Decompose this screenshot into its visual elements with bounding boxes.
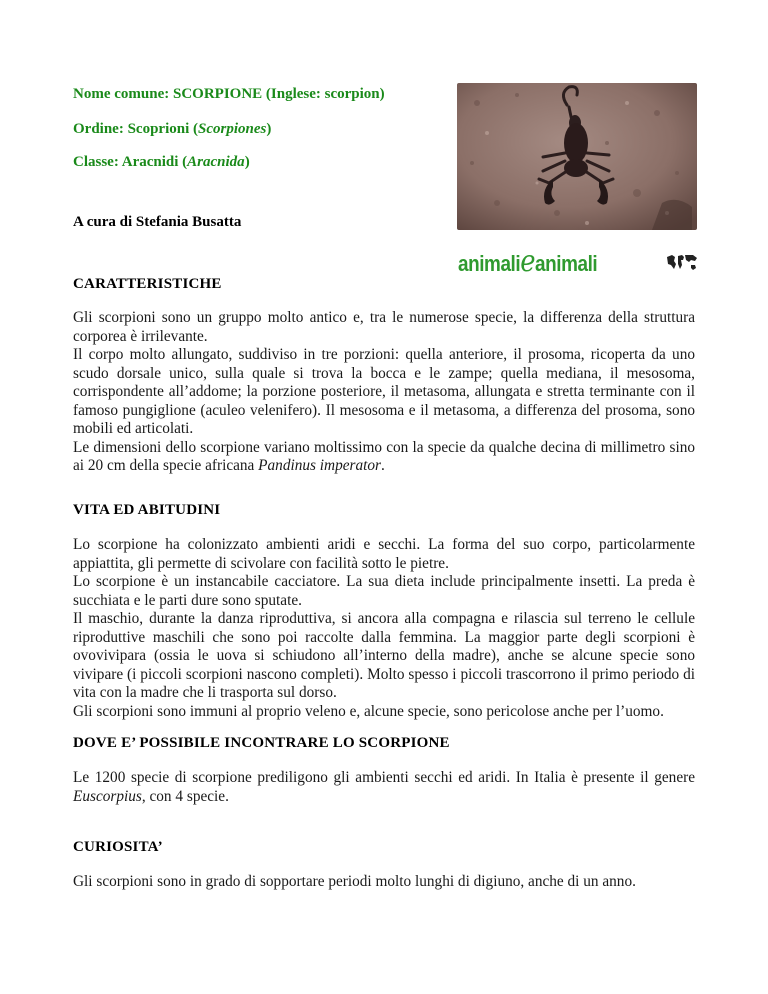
section-title-caratteristiche: CARATTERISTICHE bbox=[73, 276, 222, 292]
common-name: Nome comune: SCORPIONE (Inglese: scorpion) bbox=[73, 86, 385, 102]
text-span: , con 4 specie. bbox=[141, 787, 229, 805]
logo-wordmark bbox=[458, 244, 598, 279]
class-prefix: Classe: Aracnidi ( bbox=[73, 154, 188, 170]
class-latin: Aracnida bbox=[187, 154, 245, 170]
order-latin: Scorpiones bbox=[198, 121, 267, 137]
section-body-curiosita bbox=[73, 873, 695, 892]
paragraph: Gli scorpioni sono immuni al proprio veleno e, alcune specie, sono pericolose anche per l’uomo. bbox=[73, 702, 664, 720]
section-title-vita: VITA ED ABITUDINI bbox=[73, 502, 221, 518]
class-suffix: ) bbox=[244, 154, 250, 170]
paragraph: Lo scorpione ha colonizzato ambienti aridi e secchi. La forma del suo corpo, particolarmente appiattita, gli permette di scivolare con facilità sotto le pietre. bbox=[73, 536, 695, 572]
text-span: . bbox=[380, 457, 385, 474]
order-suffix: ) bbox=[266, 121, 272, 137]
logo-part2: animali bbox=[535, 251, 598, 276]
animali-e-animali-logo bbox=[458, 244, 698, 279]
author-line: A cura di Stefania Busatta bbox=[73, 214, 242, 230]
class-line bbox=[73, 154, 250, 171]
scorpion-photo bbox=[457, 83, 697, 230]
species-name: Pandinus imperator bbox=[258, 457, 381, 474]
logo-e: e bbox=[520, 244, 536, 279]
text-span: Le 1200 specie di scorpione prediligono gli ambienti secchi ed aridi. In Italia è presente il genere bbox=[73, 769, 695, 786]
paragraph: Lo scorpione è un instancabile cacciatore. La sua dieta include principalmente insetti. La preda è succhiata e le parti dure sono sputate. bbox=[73, 573, 695, 609]
paragraph bbox=[73, 439, 695, 476]
section-body-dove bbox=[73, 769, 695, 806]
section-body-caratteristiche bbox=[73, 309, 695, 476]
text-span: Le dimensioni dello scorpione variano moltissimo con la specie da qualche decina di millimetro sino ai 20 cm della specie africana bbox=[73, 438, 695, 474]
world-map-icon bbox=[666, 252, 698, 272]
section-title-curiosita: CURIOSITA’ bbox=[73, 839, 163, 855]
order-prefix: Ordine: Scoprioni ( bbox=[73, 121, 199, 137]
section-title-dove: DOVE E’ POSSIBILE INCONTRARE LO SCORPIONE bbox=[73, 735, 450, 751]
paragraph: Gli scorpioni sono un gruppo molto antico e, tra le numerose specie, la differenza della struttura corporea è irrilevante. bbox=[73, 309, 695, 345]
logo-part1: animali bbox=[458, 251, 521, 276]
section-body-vita bbox=[73, 536, 695, 721]
paragraph bbox=[73, 769, 695, 806]
paragraph: Il corpo molto allungato, suddiviso in tre porzioni: quella anteriore, il prosoma, ricoperta da uno scudo dorsale unico, sulla quale si trova la bocca e le zampe; quella mediana, il mesosoma, corrispondente all’addome; la porzione posteriore, il metasoma, allungata e stretta terminante con il famoso pungiglione (aculeo velenifero). Il mesosoma e il metasoma, a differenza del prosoma, sono mobili ed articolati. bbox=[73, 346, 695, 437]
genus-name: Euscorpius bbox=[73, 787, 142, 805]
order-line bbox=[73, 121, 271, 138]
paragraph: Il maschio, durante la danza riproduttiva, si ancora alla compagna e rilascia sul terreno le cellule riproduttive maschili che sono poi raccolte dalla femmina. La maggior parte degli scorpioni è ovovivipara (ossia le uova si schiudono all’interno della madre), anche se alcune specie sono vivipare (i piccoli scorpioni nascono completi). Molto spesso i piccoli trascorrono il primo periodo di vita con la madre che li trasporta sul dorso. bbox=[73, 610, 695, 701]
paragraph: Gli scorpioni sono in grado di sopportare periodi molto lunghi di digiuno, anche di un anno. bbox=[73, 873, 636, 890]
